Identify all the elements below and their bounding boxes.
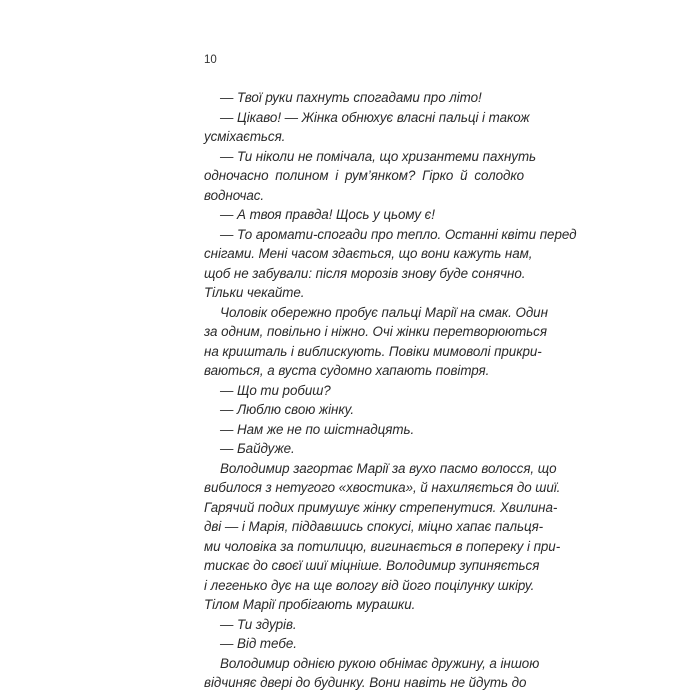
- text-line: — Ти ніколи не помічала, що хризантеми пахнуть: [220, 148, 537, 164]
- text-line: — То аромати-спогади про тепло. Останні квіти перед: [220, 226, 577, 242]
- text-line: — А твоя правда! Щось у цьому є!: [220, 207, 435, 222]
- text-line: вибилося з нетугого «хвостика», й нахиляється до шиї.: [204, 480, 561, 495]
- text-line: ми чоловіка за потилицю, вигинається в попереку і при-: [204, 538, 561, 554]
- text-line: відчиняє двері до будинку. Вони навіть не йдуть до: [204, 675, 527, 690]
- text-line: Володимир однією рукою обнімає дружину, а іншою: [220, 655, 540, 671]
- text-line: — Цікаво! — Жінка обнюхує власні пальці і також: [220, 109, 530, 125]
- text-line: Чоловік обережно пробує пальці Марії на смак. Один: [220, 304, 548, 320]
- text-line: — Від тебе.: [220, 636, 297, 651]
- text-line: усміхається.: [204, 129, 286, 144]
- text-line: — Байдуже.: [220, 441, 295, 456]
- text-line: Тілом Марії пробігають мурашки.: [204, 597, 416, 612]
- body-text: [204, 88, 577, 693]
- text-line: Тільки чекайте.: [204, 285, 305, 300]
- text-line: — Твої руки пахнуть спогадами про літо!: [220, 90, 482, 105]
- text-line: — Ти здурів.: [220, 616, 297, 632]
- text-line: щоб не забували: після морозів знову буде сонячно.: [204, 265, 526, 281]
- text-line: водночас.: [204, 187, 265, 203]
- text-line: на кришталь і виблискують. Повіки мимоволі прикри-: [204, 343, 542, 359]
- text-line: Володимир загортає Марії за вухо пасмо волосся, що: [220, 460, 557, 476]
- text-line: — Люблю свою жінку.: [220, 402, 355, 417]
- text-line: за одним, повільно і ніжно. Очі жінки перетворюються: [204, 324, 547, 339]
- text-line: одночасно полином і рум’янком? Гірко й солодко: [204, 168, 524, 183]
- text-line: Гарячий подих примушує жінку стрепенутися. Хвилина-: [204, 499, 558, 515]
- page-number: 10: [204, 54, 217, 66]
- text-line: снігами. Мені часом здається, що вони кажуть нам,: [204, 246, 533, 261]
- text-line: дві — і Марія, піддавшись спокусі, міцно хапає пальця-: [204, 519, 544, 534]
- text-line: — Що ти робиш?: [220, 382, 331, 398]
- text-line: тискає до своєї шиї міцніше. Володимир зупиняється: [204, 558, 540, 573]
- text-line: і легенько дує на ще вологу від його поцілунку шкіру.: [204, 577, 535, 593]
- text-line: — Нам же не по шістнадцять.: [220, 421, 415, 437]
- text-line: ваються, а вуста судомно хапають повітря.: [204, 363, 490, 378]
